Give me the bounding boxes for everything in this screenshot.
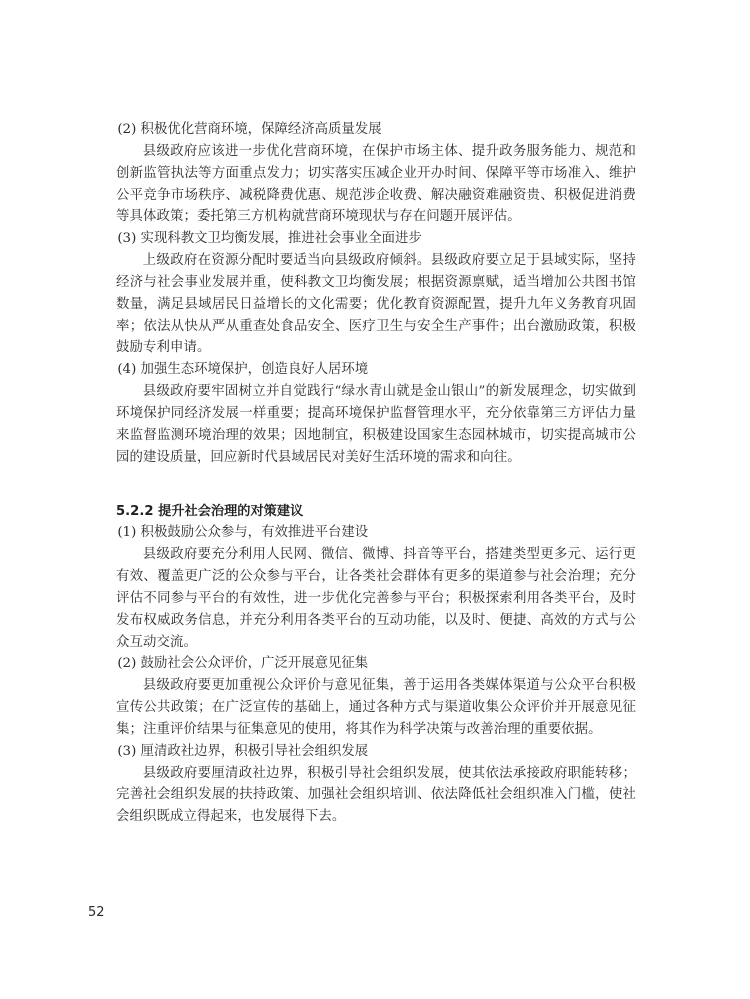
subheading-optimize-business-environment: (2) 积极优化营商环境，保障经济高质量发展 xyxy=(117,122,382,137)
paragraph-public-participation: 县级政府要充分利用人民网、微信、微博、抖音等平台，搭建类型更多元、运行更有效、覆盖更广泛的公众参与平台，让各类社会群体有更多的渠道参与社会治理；充分评估不同参与平台的有效性，进一步优化完善参与平台；积极探索利用各类平台，及时发布权威政务信息，并充分利用各类平台的互动功能，以及时、便捷、高效的方式与公众互动交流。 xyxy=(116,547,636,650)
paragraph-balanced-development: 上级政府在资源分配时要适当向县级政府倾斜。县级政府要立足于县域实际，坚持经济与社会事业发展并重，使科教文卫均衡发展；根据资源禀赋，适当增加公共图书馆数量，满足县域居民日益增长的文化需要；优化教育资源配置，提升九年义务教育巩固率；依法从快从严从重查处食品安全、医疗卫生与安全生产事件；出台激励政策，积极鼓励专利申请。 xyxy=(116,253,636,356)
paragraph-business-environment: 县级政府应该进一步优化营商环境，在保护市场主体、提升政务服务能力、规范和创新监管执法等方面重点发力；切实落实压减企业开办时间、保障平等市场准入、维护公平竞争市场秩序、减税降费优惠、规范涉企收费、解决融资难融资贵、积极促进消费等具体政策；委托第三方机构就营商环境现状与存在问题开展评估。 xyxy=(116,143,636,225)
subheading-ecological-protection: (4) 加强生态环境保护，创造良好人居环境 xyxy=(117,362,369,378)
subheading-social-organizations: (3) 厘清政社边界，积极引导社会组织发展 xyxy=(117,743,369,759)
page-content xyxy=(116,119,636,828)
paragraph-ecological-protection: 县级政府要牢固树立并自觉践行“绿水青山就是金山银山”的新发展理念，切实做到环境保护同经济发展一样重要；提高环境保护监督管理水平，充分依靠第三方评估力量来监督监测环境治理的效果；因地制宜，积极建设国家生态园林城市，切实提高城市公园的建设质量，回应新时代县域居民对美好生活环境的需求和向往。 xyxy=(116,384,636,465)
subheading-public-evaluation: (2) 鼓励社会公众评价，广泛开展意见征集 xyxy=(117,656,369,672)
paragraph-public-evaluation: 县级政府要更加重视公众评价与意见征集，善于运用各类媒体渠道与公众平台积极宣传公共政策；在广泛宣传的基础上，通过各种方式与渠道收集公众评价并开展意见征集；注重评价结果与征集意见的使用，将其作为科学决策与改善治理的重要依据。 xyxy=(116,678,636,737)
paragraph-social-organizations: 县级政府要厘清政社边界，积极引导社会组织发展，使其依法承接政府职能转移；完善社会组织发展的扶持政策、加强社会组织培训、依法降低社会组织准入门槛，使社会组织既成立得起来，也发展得下去。 xyxy=(116,765,636,825)
page-number: 52 xyxy=(88,905,105,920)
subheading-public-participation: (1) 积极鼓励公众参与，有效推进平台建设 xyxy=(117,525,369,541)
section-heading-social-governance: 5.2.2 提升社会治理的对策建议 xyxy=(116,503,304,519)
subheading-balanced-development: (3) 实现科教文卫均衡发展，推进社会事业全面进步 xyxy=(117,231,422,247)
